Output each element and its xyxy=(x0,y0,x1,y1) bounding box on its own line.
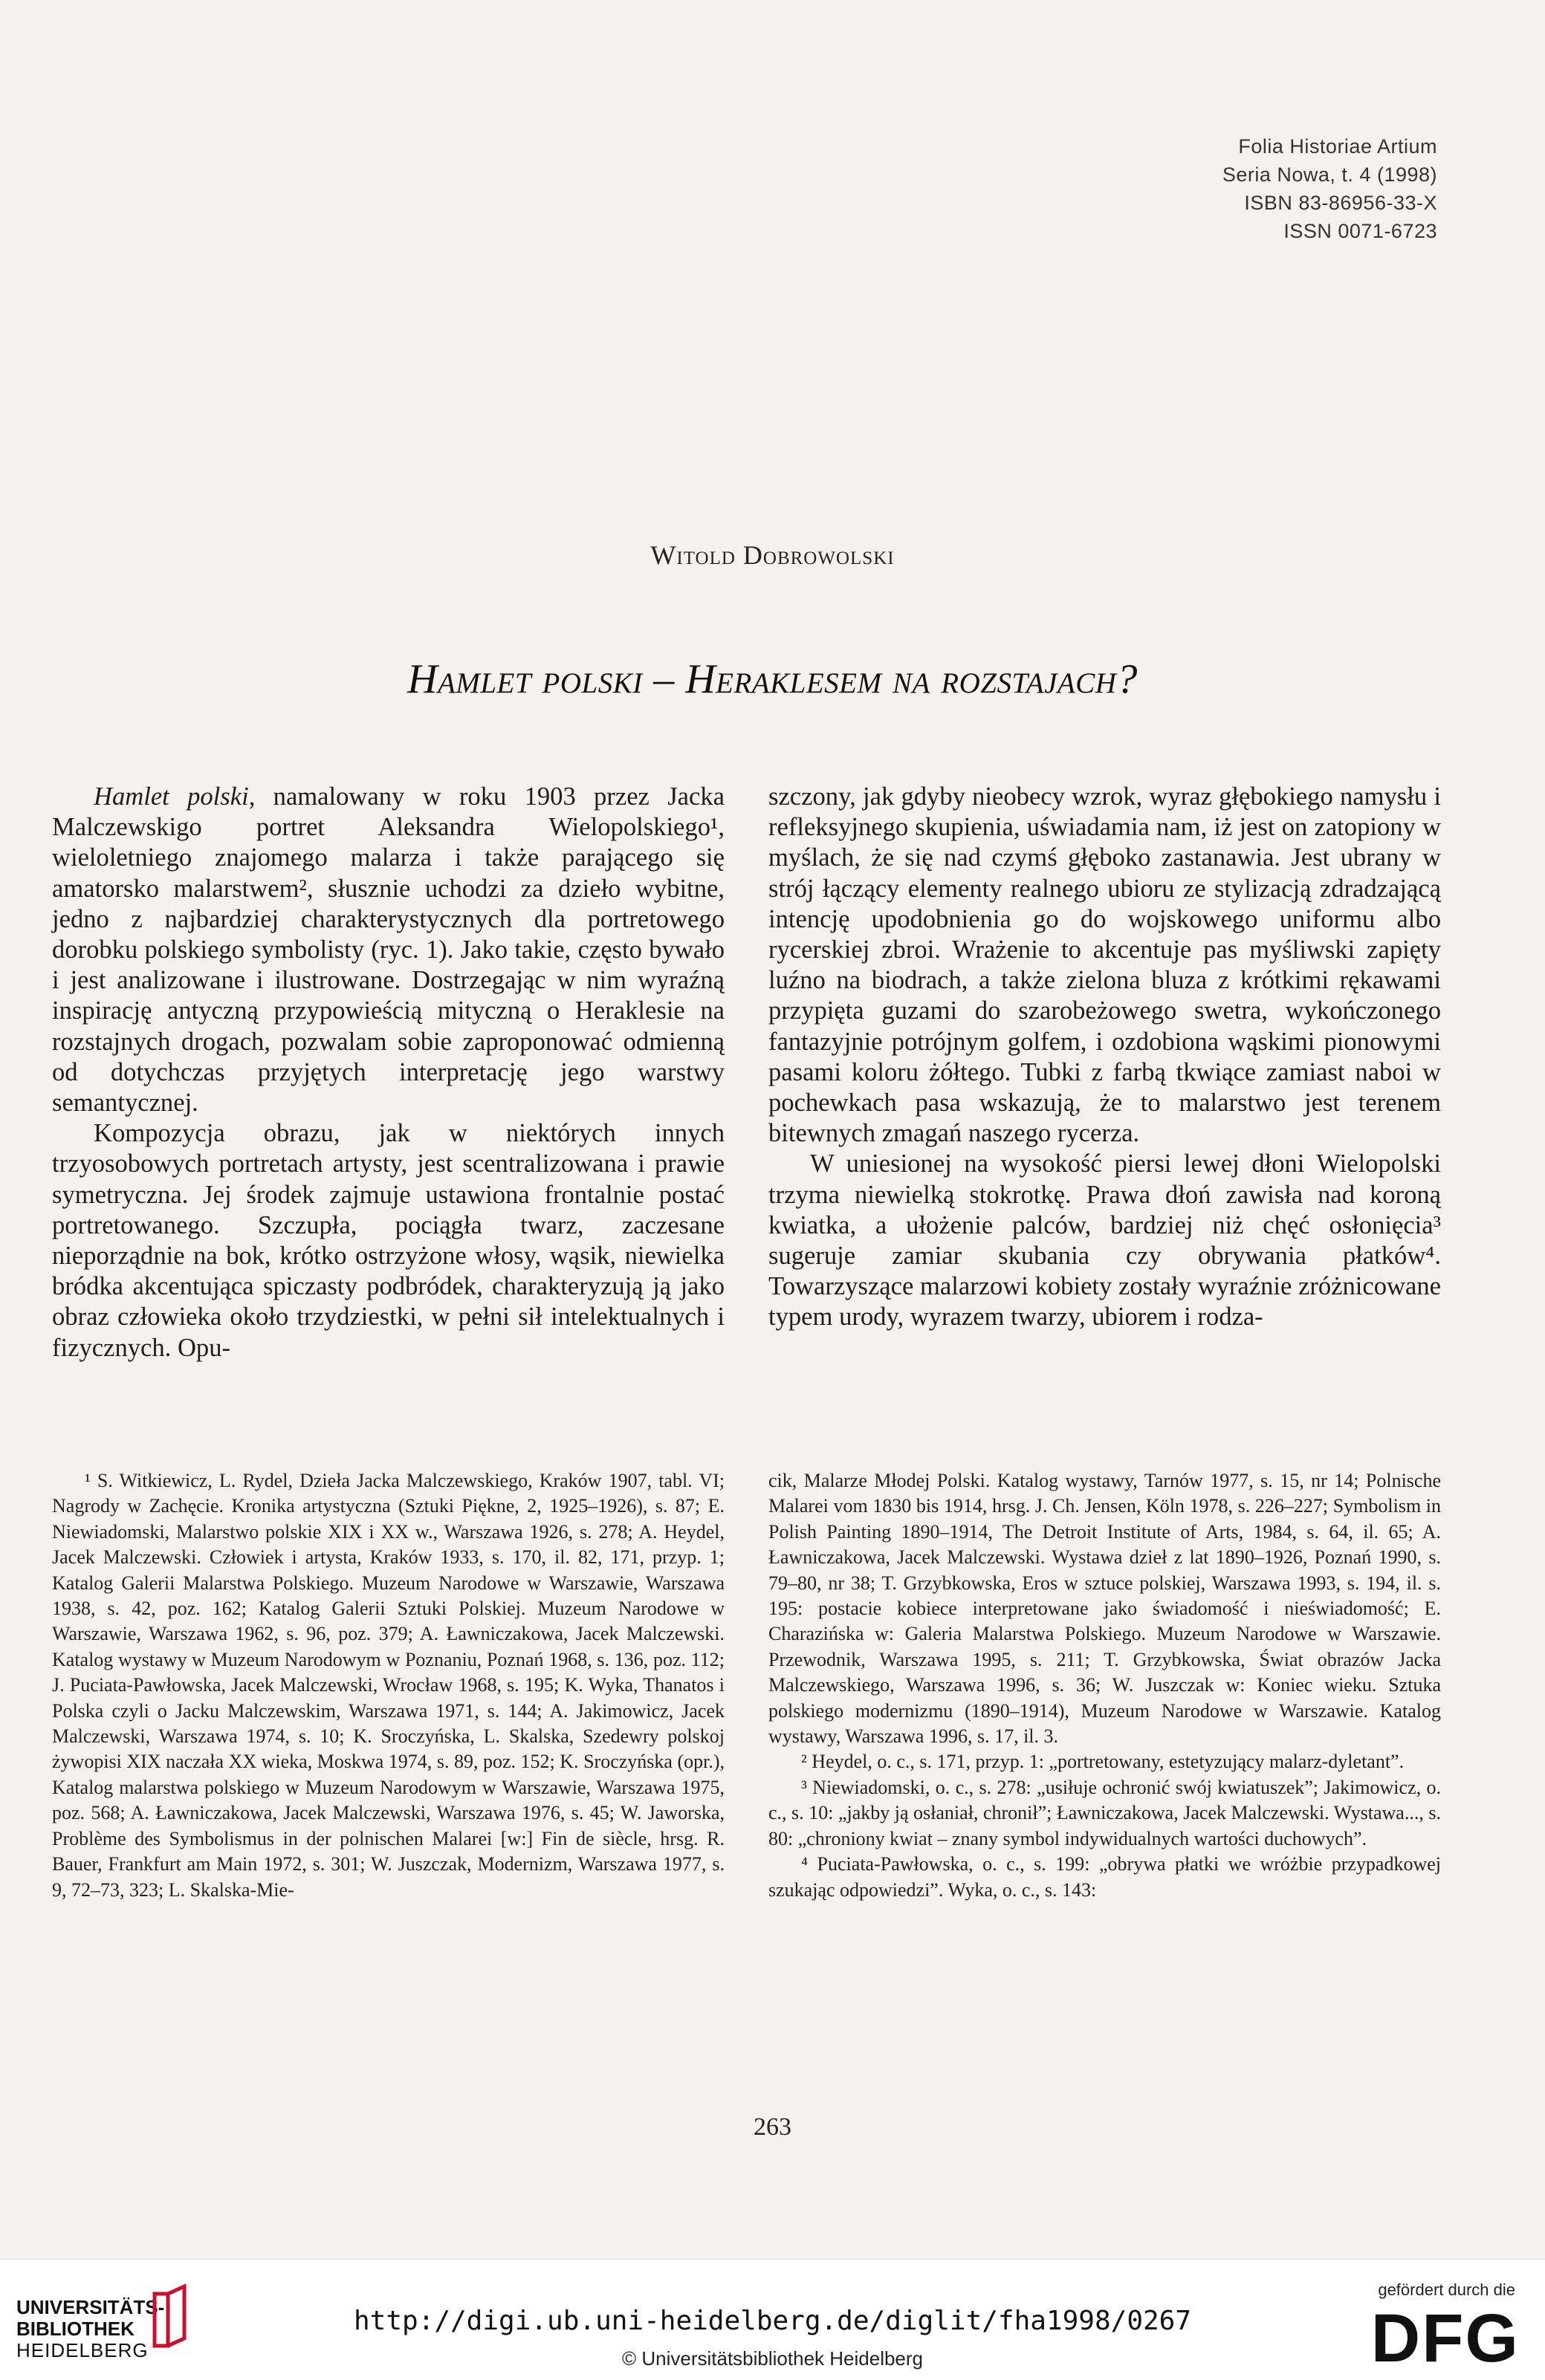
footnote: cik, Malarze Młodej Polski. Katalog wystawy, Tarnów 1977, s. 15, nr 14; Polnische Malarei vom 1830 bis 1914, hrsg. J. Ch. Jensen, Köln 1978, s. 226–227; Symbolism in Polish Painting 1890–1914, The Detroit Institute of Arts, 1984, s. 64, il. 65; A. Ławniczakowa, Jacek Malczewski. Wystawa dzieł z lat 1890–1926, Poznań 1990, s. 79–80, nr 38; T. Grzybkowska, Eros w sztuce polskiej, Warszawa 1993, s. 194, il. s. 195: postacie kobiece interpretowane jako świadomość i nieświadomość; E. Charazińska w: Galeria Malarstwa Polskiego. Muzeum Narodowe w Warszawie. Przewodnik, Warszawa 1995, s. 211; T. Grzybkowska, Świat obrazów Jacka Malczewskiego, Warszawa 1996, s. 36; W. Juszczak w: Koniec wieku. Sztuka polskiego modernizmu (1890–1914), Muzeum Narodowe w Warszawie. Katalog wystawy, Warszawa 1996, s. 17, il. 3. xyxy=(768,1470,1441,1748)
digitization-footer xyxy=(0,2259,1545,2380)
library-name-line3: HEIDELBERG xyxy=(16,2339,149,2361)
library-name-line2: BIBLIOTHEK xyxy=(16,2318,135,2340)
italic-title-ref: Hamlet polski xyxy=(94,782,249,811)
article-title: Hamlet polski – Heraklesem na rozstajach? xyxy=(407,656,1138,702)
footnotes-right xyxy=(768,1468,1441,1903)
body-paragraph xyxy=(52,782,725,1118)
series-info: Seria Nowa, t. 4 (1998) xyxy=(1222,163,1437,186)
body-paragraph: W uniesionej na wysokość piersi lewej dłoni Wielopolski trzyma niewielką stokrotkę. Prawa dłoń zawisła nad koroną kwiatka, a ułożenie palców, bardziej niż chęć osłonięcia³ sugeruje zamiar skubania czy obrywania płatków⁴. Towarzyszące malarzowi kobiety zostały wyraźnie zróżnicowane typem urody, wyrazem twarzy, ubiorem i rodza- xyxy=(768,1150,1441,1332)
footnote: ³ Niewiadomski, o. c., s. 278: „usiłuje ochronić swój kwiatuszek”; Jakimowicz, o. c., s. 10: „jakby ją osłaniał, chronił”; Ławniczakowa, Jacek Malczewski. Wystawa..., s. 80: „chroniony kwiat – znany symbol indywidualnych wartości duchowych”. xyxy=(768,1776,1441,1849)
publication-info xyxy=(1222,132,1437,245)
footnote: ² Heydel, o. c., s. 171, przyp. 1: „portretowany, estetyzujący malarz-dyletant”. xyxy=(801,1751,1405,1773)
body-paragraph: Kompozycja obrazu, jak w niektórych innych trzyosobowych portretach artysty, jest scentralizowana i prawie symetryczna. Jej środek zajmuje ustawiona frontalnie postać portretowanego. Szczupła, pociągła twarz, zaczesane nieporządnie na bok, krótko ostrzyżone włosy, wąsik, niewielka bródka akcentująca spiczasty podbródek, charakteryzują ją jako obraz człowieka około trzydziestki, w pełni sił intelektualnych i fizycznych. Opu- xyxy=(52,1119,725,1362)
footnote: ¹ S. Witkiewicz, L. Rydel, Dzieła Jacka Malczewskiego, Kraków 1907, tabl. VI; Nagrody w Zachęcie. Kronika artystyczna (Sztuki Piękne, 2, 1925–1926), s. 87; E. Niewiadomski, Malarstwo polskie XIX i XX w., Warszawa 1926, s. 278; A. Heydel, Jacek Malczewski. Człowiek i artysta, Kraków 1933, s. 170, il. 82, 171, przyp. 1; Katalog Galerii Malarstwa Polskiego. Muzeum Narodowe w Warszawie, Warszawa 1938, s. 42, poz. 162; Katalog Galerii Sztuki Polskiej. Muzeum Narodowe w Warszawie, Warszawa 1962, s. 96, poz. 379; A. Ławniczakowa, Jacek Malczewski. Katalog wystawy w Muzeum Narodowym w Poznaniu, Poznań 1968, s. 136, poz. 112; J. Puciata-Pawłowska, Jacek Malczewski, Wrocław 1968, s. 195; K. Wyka, Thanatos i Polska czyli o Jacku Malczewskim, Warszawa 1971, s. 144; A. Jakimowicz, Jacek Malczewski, Warszawa 1974, s. 10; K. Sroczyńska, L. Skalska, Szedewry polskoj żywopisi XIX naczała XX wieka, Moskwa 1974, s. 89, poz. 152; K. Sroczyńska (opr.), Katalog malarstwa polskiego w Muzeum Narodowym w Warszawie, Warszawa 1975, poz. 568; A. Ławniczakowa, Jacek Malczewski, Warszawa 1976, s. 45; W. Jaworska, Problème des Symbolismus in der polnischen Malarei [w:] Fin de siècle, hrsg. R. Bauer, Frankfurt am Main 1972, s. 301; W. Juszczak, Modernizm, Warszawa 1977, s. 9, 72–73, 323; L. Skalska-Mie- xyxy=(52,1470,725,1901)
footnote: ⁴ Puciata-Pawłowska, o. c., s. 199: „obrywa płatki we wróżbie przypadkowej szukając odpowiedzi”. Wyka, o. c., s. 143: xyxy=(768,1853,1441,1901)
page-number: 263 xyxy=(754,2113,791,2141)
author-name: Witold Dobrowolski xyxy=(650,540,895,570)
library-name-line1: UNIVERSITÄTS- xyxy=(16,2296,165,2318)
body-column-left xyxy=(52,782,725,1364)
document-url-link[interactable]: http://digi.ub.uni-heidelberg.de/diglit/fha1998/0267 xyxy=(353,2306,1192,2336)
footnotes-left xyxy=(52,1468,725,1903)
copyright-notice: © Universitätsbibliothek Heidelberg xyxy=(621,2347,924,2370)
journal-name: Folia Historiae Artium xyxy=(1238,135,1437,158)
issn: ISSN 0071-6723 xyxy=(1283,220,1437,242)
body-column-right xyxy=(768,782,1441,1333)
isbn: ISBN 83-86956-33-X xyxy=(1244,192,1437,214)
body-text: , namalowany w roku 1903 przez Jacka Malczewskigo portret Aleksandra Wielopolskiego¹, wieloletniego znajomego malarza i także parającego się amatorsko malarstwem², słusznie uchodzi za dzieło wybitne, jedno z najbardziej charakterystycznych dla portretowego dorobku polskiego symbolisty (ryc. 1). Jako takie, często bywało i jest analizowane i ilustrowane. Dostrzegając w nim wyraźną inspirację antyczną przypowieścią mityczną o Heraklesie na rozstajnych drogach, pozwalam sobie zaproponować odmienną od dotychczas przyjętych interpretację jego warstwy semantycznej. xyxy=(52,782,725,1118)
sponsor-label: gefördert durch die xyxy=(1378,2280,1515,2299)
body-paragraph: szczony, jak gdyby nieobecy wzrok, wyraz głębokiego namysłu i refleksyjnego skupienia, uświadamia nam, iż jest on zatopiony w myślach, że się nad czymś głęboko zastanawia. Jest ubrany w strój łączący elementy realnego ubioru ze stylizacją zdradzającą intencję upodobnienia go do wojskowego uniformu albo rycerskiej zbroi. Wrażenie to akcentuje pas myśliwski zapięty luźno na biodrach, a także zielona bluza z krótkimi rękawami przypięta guzami do szarobeżowego swetra, wykończonego fantazyjnie potrójnym golfem, i ozdobiona wąskimi pionowymi pasami koloru żółtego. Tubki z farbą tkwiące zamiast naboi w pochewkach pasa wskazują, że to malarstwo jest terenem bitewnych zmagań naszego rycerza. xyxy=(768,782,1441,1148)
dfg-logo: DFG xyxy=(1370,2300,1520,2376)
